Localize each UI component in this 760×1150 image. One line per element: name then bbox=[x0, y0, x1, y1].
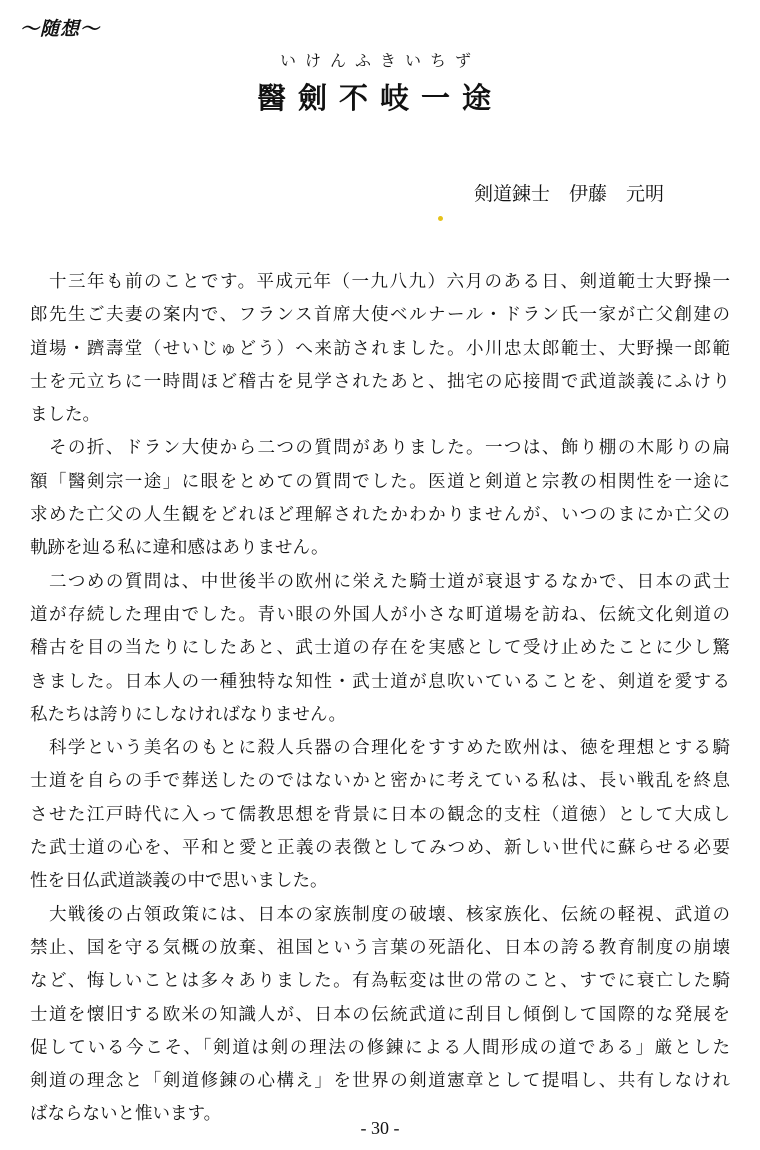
text-line: 促している今こそ、「剣道は剣の理法の修錬による人間形成の道である」厳とした bbox=[30, 1037, 730, 1058]
decorative-dot bbox=[438, 216, 443, 221]
text-line: 道場・躋壽堂（せいじゅどう）へ来訪されました。小川忠太郎範士、大野操一郎範 bbox=[30, 338, 730, 359]
text-line: ました。 bbox=[30, 405, 100, 426]
text-line: 科学という美名のもとに殺人兵器の合理化をすすめた欧州は、徳を理想とする騎 bbox=[30, 738, 730, 759]
text-line: 士を元立ちに一時間ほど稽古を見学されたあと、拙宅の応接間で武道談義にふけり bbox=[30, 371, 730, 392]
text-line: 士道を自らの手で葬送したのではないかと密かに考えている私は、長い戦乱を終息 bbox=[30, 771, 730, 792]
essay-body bbox=[30, 266, 730, 1132]
text-line: た武士道の心を、平和と愛と正義の表徴としてみつめ、新しい世代に蘇らせる必要 bbox=[30, 838, 730, 859]
paragraph-4 bbox=[30, 732, 730, 898]
section-label: 〜随想〜 bbox=[20, 18, 101, 40]
text-line: 大戦後の占領政策には、日本の家族制度の破壊、核家族化、伝統の軽視、武道の bbox=[30, 904, 730, 925]
paragraph-3 bbox=[30, 566, 730, 732]
paragraph-2 bbox=[30, 432, 730, 565]
text-line: 二つめの質問は、中世後半の欧州に栄えた騎士道が衰退するなかで、日本の武士 bbox=[30, 571, 730, 592]
page-title: 醫劍不岐一途 bbox=[256, 81, 503, 115]
paragraph-1 bbox=[30, 266, 730, 432]
text-line: 性を日仏武道談義の中で思いました。 bbox=[30, 871, 328, 892]
text-line: 求めた亡父の人生観をどれほど理解されたかわかりませんが、いつのまにか亡父の bbox=[30, 505, 730, 526]
text-line: ばならないと惟います。 bbox=[30, 1104, 222, 1125]
text-line: 禁止、国を守る気概の放棄、祖国という言葉の死語化、日本の誇る教育制度の崩壊 bbox=[30, 937, 730, 958]
text-line: 郎先生ご夫妻の案内で、フランス首席大使ベルナール・ドラン氏一家が亡父創建の bbox=[30, 305, 730, 326]
page-number: - 30 - bbox=[360, 1118, 400, 1138]
text-line: きました。日本人の一種独特な知性・武士道が息吹いていることを、剣道を愛する bbox=[30, 671, 730, 692]
author-line: 剣道錬士 伊藤 元明 bbox=[473, 183, 664, 205]
text-line: 士道を懐旧する欧米の知識人が、日本の伝統武道に刮目し傾倒して国際的な発展を bbox=[30, 1004, 730, 1025]
text-line: 道が存続した理由でした。青い眼の外国人が小さな町道場を訪ね、伝統文化剣道の bbox=[30, 604, 730, 625]
text-line: その折、ドラン大使から二つの質問がありました。一つは、飾り棚の木彫りの扁 bbox=[30, 438, 730, 459]
text-line: など、悔しいことは多々ありました。有為転変は世の常のこと、すでに衰亡した騎 bbox=[30, 971, 730, 992]
paragraph-5 bbox=[30, 899, 730, 1132]
text-line: 剣道の理念と「剣道修錬の心構え」を世界の剣道憲章として提唱し、共有しなけれ bbox=[30, 1071, 730, 1092]
text-line: 私たちは誇りにしなければなりません。 bbox=[30, 704, 347, 725]
text-line: 軌跡を辿る私に違和感はありません。 bbox=[30, 538, 329, 559]
text-line: 十三年も前のことです。平成元年（一九八九）六月のある日、剣道範士大野操一 bbox=[30, 272, 730, 292]
text-line: させた江戸時代に入って儒教思想を背景に日本の観念的支柱（道徳）として大成し bbox=[30, 804, 730, 825]
text-line: 稽古を目の当たりにしたあと、武士道の存在を実感として受け止めたことに少し驚 bbox=[30, 638, 730, 659]
text-line: 額「醫剣宗一途」に眼をとめての質問でした。医道と剣道と宗教の相関性を一途に bbox=[30, 471, 730, 492]
title-ruby: いけんふきいちず bbox=[279, 51, 480, 70]
